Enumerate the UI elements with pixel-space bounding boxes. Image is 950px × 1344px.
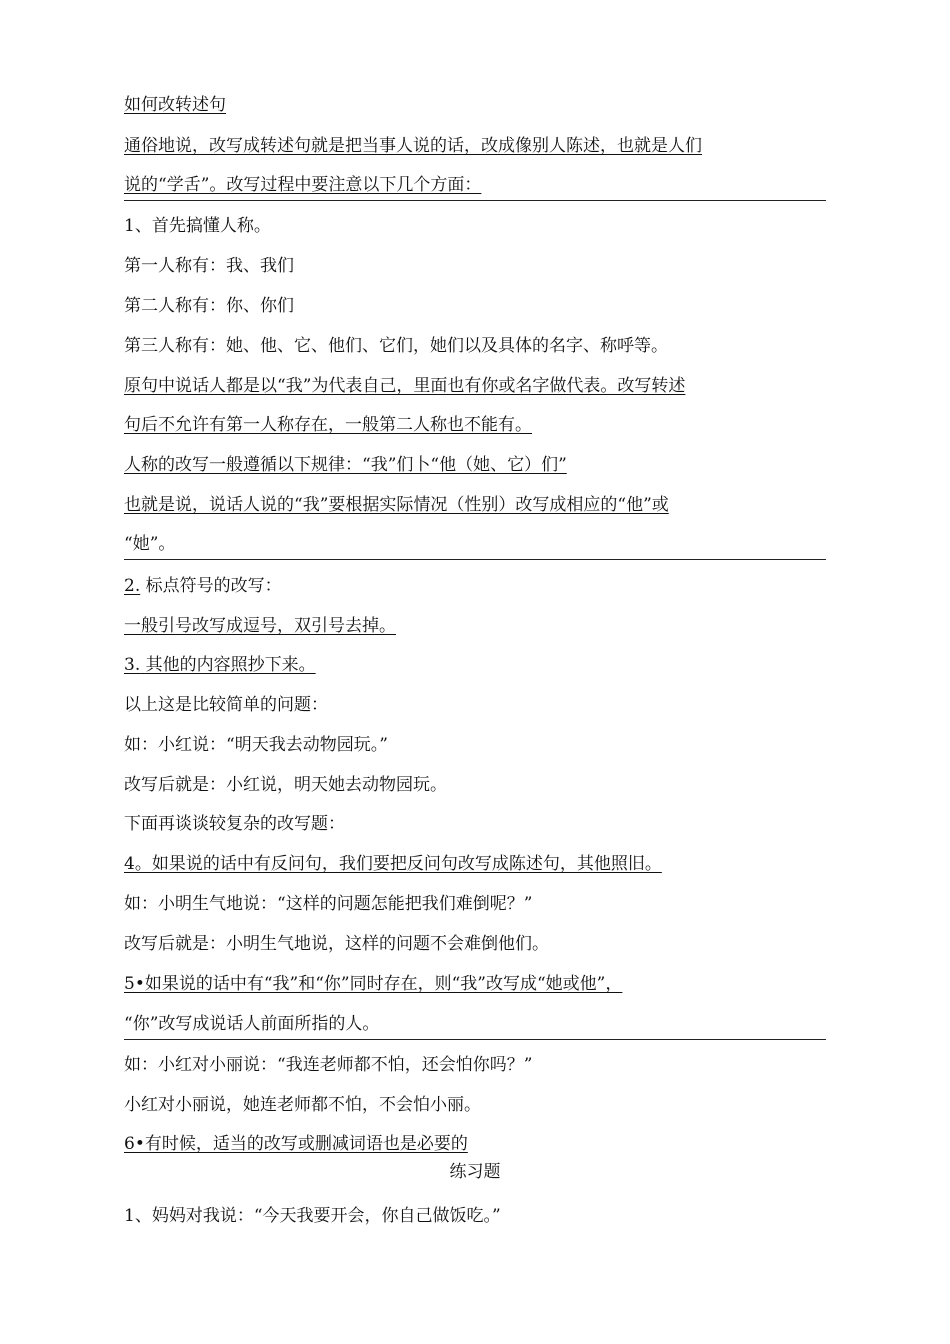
section6-heading: 6•有时候，适当的改写或删减词语也是必要的 [124, 1134, 468, 1154]
section5-line-2: “你”改写成说话人前面所指的人。 [124, 1014, 380, 1034]
section2-heading-line [124, 575, 282, 597]
doc-title: 如何改转述句 [124, 95, 226, 115]
section4-heading: 4。如果说的话中有反问句，我们要把反问句改写成陈述句，其他照旧。 [124, 854, 662, 874]
exercise-title: 练习题 [449, 1162, 501, 1182]
section1-heading: 1、首先搞懂人称。 [124, 216, 271, 236]
section5-example: 如：小红对小丽说：“我连老师都不怕，还会怕你吗？” [124, 1055, 533, 1075]
section2-detail: 一般引号改写成逗号，双引号去掉。 [124, 616, 396, 636]
rule-line-2: 句后不允许有第一人称存在，一般第二人称也不能有。 [124, 415, 532, 435]
section2-number: 2. [124, 576, 141, 596]
complex-intro: 下面再谈谈较复杂的改写题： [124, 814, 345, 834]
section3-heading-line [124, 654, 316, 676]
section4-result: 改写后就是：小明生气地说，这样的问题不会难倒他们。 [124, 934, 549, 954]
rule-line-3: 人称的改写一般遵循以下规律：“我”们卜“他（她、它）们” [124, 455, 567, 475]
third-person-line: 第三人称有：她、他、它、他们、它们，她们以及具体的名字、称呼等。 [124, 336, 668, 356]
intro-line-2: 说的“学舌”。改写过程中要注意以下几个方面： [124, 175, 482, 195]
divider [124, 200, 826, 201]
section3-number: 3. [124, 655, 141, 675]
intro-line-1: 通俗地说，改写成转述句就是把当事人说的话，改成像别人陈述，也就是人们 [124, 136, 702, 156]
rule-line-1: 原句中说话人都是以“我”为代表自己，里面也有你或名字做代表。改写转述 [124, 376, 686, 396]
exercise-question-1: 1、妈妈对我说：“今天我要开会，你自己做饭吃。” [124, 1206, 501, 1226]
section5-line-1: 5•如果说的话中有“我”和“你”同时存在，则“我”改写成“她或他”， [124, 974, 623, 994]
second-person-line: 第二人称有：你、你们 [124, 296, 294, 316]
simple-result: 改写后就是：小红说，明天她去动物园玩。 [124, 775, 447, 795]
section5-result: 小红对小丽说，她连老师都不怕，不会怕小丽。 [124, 1095, 481, 1115]
divider [124, 1039, 826, 1040]
section2-heading: 标点符号的改写： [145, 576, 282, 596]
divider [124, 559, 826, 560]
rule-line-4: 也就是说，说话人说的“我”要根据实际情况（性别）改写成相应的“他”或 [124, 495, 669, 515]
first-person-line: 第一人称有：我、我们 [124, 256, 294, 276]
simple-intro: 以上这是比较简单的问题： [124, 695, 328, 715]
section3-heading: 其他的内容照抄下来。 [145, 655, 316, 675]
rule-line-5: “她”。 [124, 534, 176, 554]
simple-example: 如：小红说：“明天我去动物园玩。” [124, 735, 388, 755]
section4-example: 如：小明生气地说：“这样的问题怎能把我们难倒呢？” [124, 894, 533, 914]
